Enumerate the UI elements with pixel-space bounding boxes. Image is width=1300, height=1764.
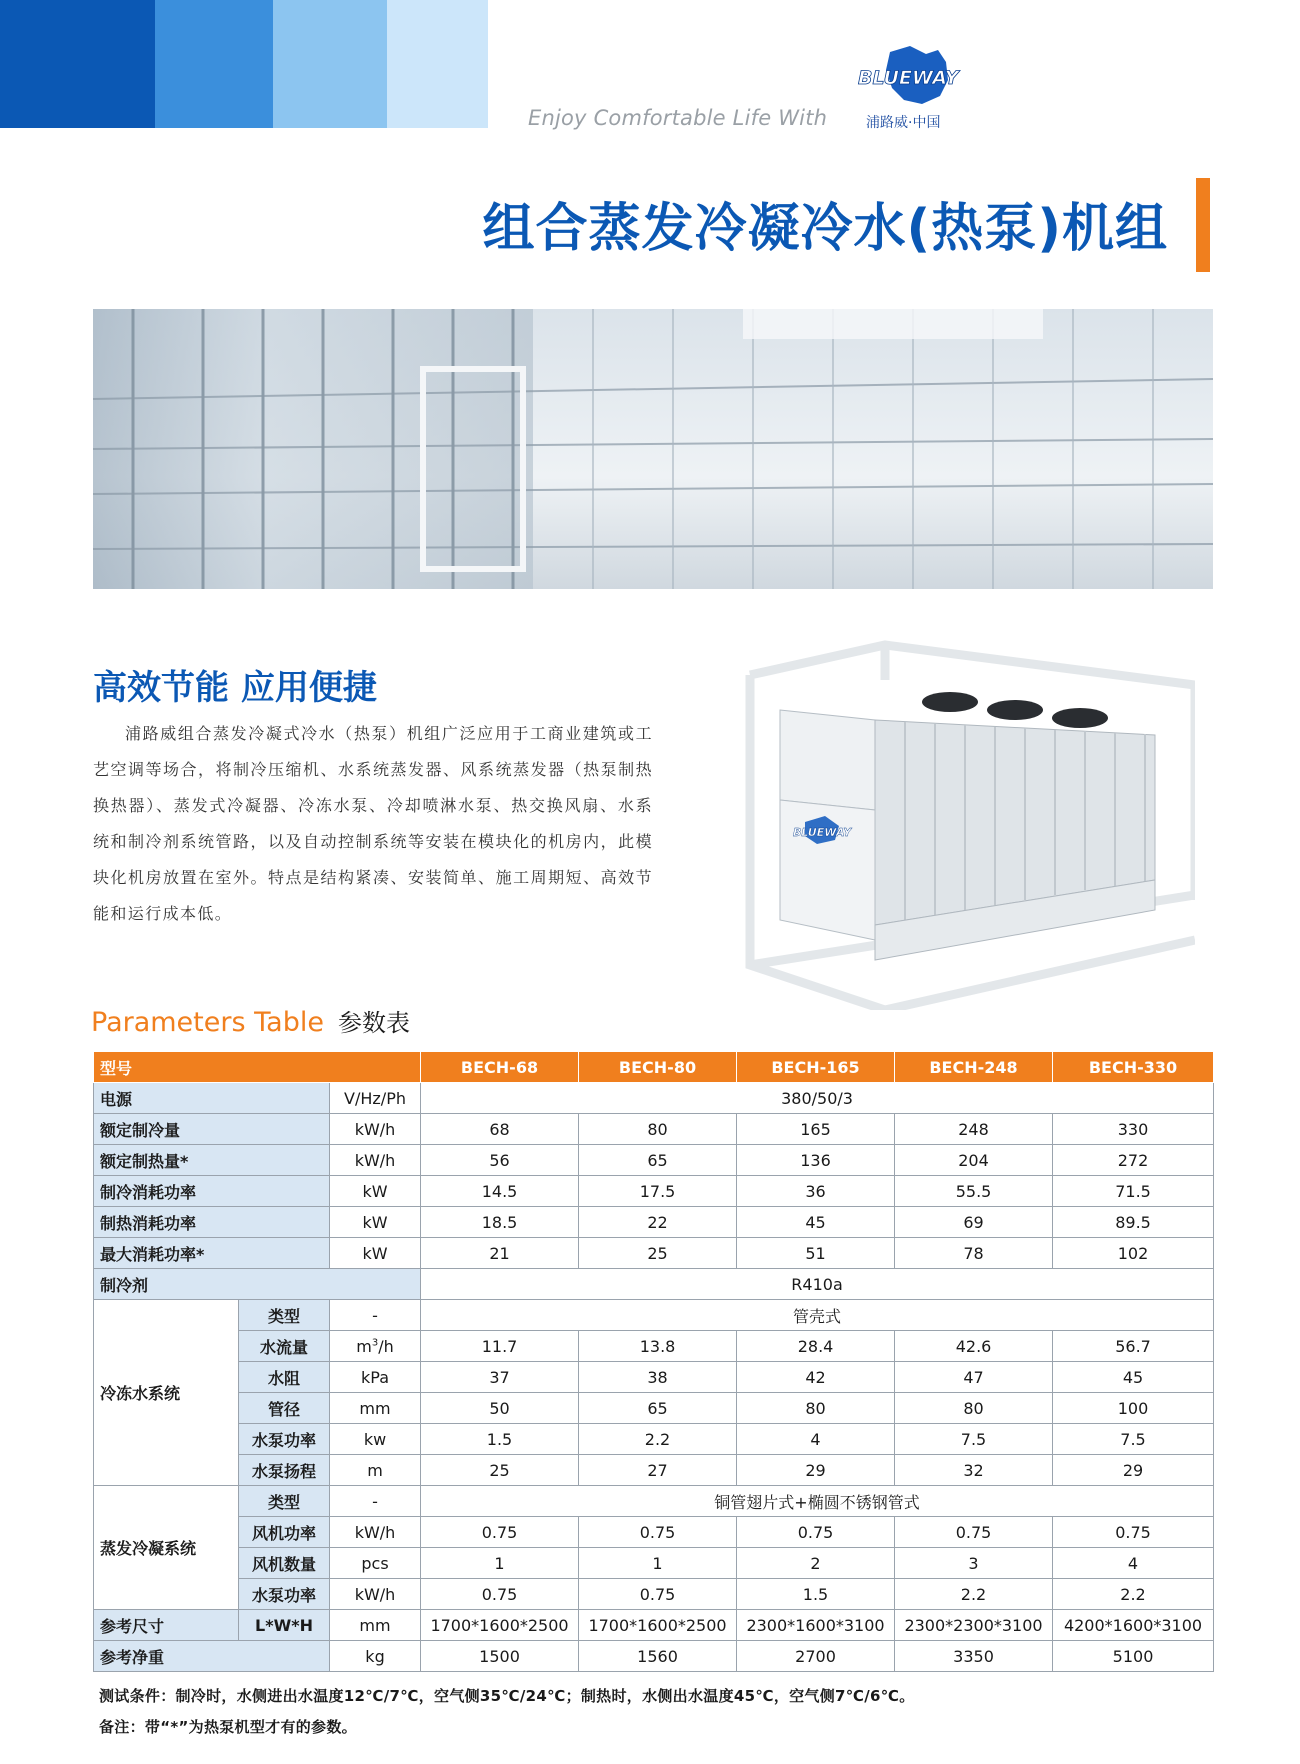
- intro-paragraph: 浦路威组合蒸发冷凝式冷水（热泵）机组广泛应用于工商业建筑或工艺空调等场合，将制冷压缩机、水系统蒸发器、风系统蒸发器（热泵制热换热器）、蒸发式冷凝器、冷冻水泵、冷却喷淋水泵、热交换风扇、水系统和制冷剂系统管路，以及自动控制系统等安装在模块化的机房内，此模块化机房放置在室外。特点是结构紧凑、安装简单、施工周期短、高效节能和运行成本低。: [93, 724, 653, 923]
- cell-value: 56: [421, 1145, 579, 1176]
- cell-value: 78: [895, 1238, 1053, 1269]
- table-row: [94, 1610, 1214, 1641]
- cell-value: 7.5: [1053, 1424, 1214, 1455]
- cell-value: 25: [421, 1455, 579, 1486]
- cell-value: 80: [737, 1393, 895, 1424]
- cell-value: 2.2: [895, 1579, 1053, 1610]
- sub-label: 水泵功率: [239, 1424, 330, 1455]
- cell-value: 248: [895, 1114, 1053, 1145]
- cell-value: 1700*1600*2500: [421, 1610, 579, 1641]
- table-row: [94, 1641, 1214, 1672]
- params-title-en: Parameters Table: [91, 1007, 324, 1038]
- cell-value: 0.75: [421, 1517, 579, 1548]
- cell-value: 1.5: [737, 1579, 895, 1610]
- header-stripe-3: [273, 0, 387, 128]
- table-row: [94, 1455, 1214, 1486]
- row-unit: m: [330, 1455, 421, 1486]
- cell-value: 80: [579, 1114, 737, 1145]
- parameters-table: [93, 1051, 1214, 1672]
- cell-value: 0.75: [895, 1517, 1053, 1548]
- table-row: [94, 1207, 1214, 1238]
- cell-value: 27: [579, 1455, 737, 1486]
- table-row: [94, 1083, 1214, 1114]
- params-heading: [91, 1003, 410, 1038]
- cell-value: 56.7: [1053, 1331, 1214, 1362]
- sub-label: 类型: [239, 1486, 330, 1517]
- table-row: [94, 1145, 1214, 1176]
- product-logo-text: BLUEWAY: [793, 826, 852, 839]
- table-row: [94, 1331, 1214, 1362]
- cell-value: 17.5: [579, 1176, 737, 1207]
- sub-label: 水泵扬程: [239, 1455, 330, 1486]
- row-label: 最大消耗功率*: [94, 1238, 330, 1269]
- section-subtitle: 高效节能 应用便捷: [93, 668, 377, 708]
- cell-value: 2: [737, 1548, 895, 1579]
- cell-value: 4200*1600*3100: [1053, 1610, 1214, 1641]
- cell-value: 29: [1053, 1455, 1214, 1486]
- chiller-unit-photo: [735, 640, 1195, 1010]
- cell-value: 37: [421, 1362, 579, 1393]
- cell-value: 1560: [579, 1641, 737, 1672]
- cell-value: 42: [737, 1362, 895, 1393]
- cell-value: 1700*1600*2500: [579, 1610, 737, 1641]
- cell-value: 47: [895, 1362, 1053, 1393]
- remark-note: 备注：带“*”为热泵机型才有的参数。: [99, 1718, 357, 1736]
- model-header: BECH-165: [737, 1052, 895, 1083]
- cell-value: 51: [737, 1238, 895, 1269]
- cell-value: 4: [737, 1424, 895, 1455]
- cell-value: 68: [421, 1114, 579, 1145]
- params-title-cn: 参数表: [337, 1009, 410, 1037]
- cell-value: 330: [1053, 1114, 1214, 1145]
- table-row: [94, 1517, 1214, 1548]
- sub-label: 水流量: [239, 1331, 330, 1362]
- cell-value: 1.5: [421, 1424, 579, 1455]
- row-unit: kg: [330, 1641, 421, 1672]
- cell-value: 2300*2300*3100: [895, 1610, 1053, 1641]
- cell-value: 3: [895, 1548, 1053, 1579]
- cell-value: 13.8: [579, 1331, 737, 1362]
- table-row: [94, 1362, 1214, 1393]
- row-value: 管壳式: [421, 1300, 1214, 1331]
- cell-value: 29: [737, 1455, 895, 1486]
- cell-value: 65: [579, 1393, 737, 1424]
- table-row: [94, 1269, 1214, 1300]
- cell-value: 3350: [895, 1641, 1053, 1672]
- header-stripe-4: [387, 0, 488, 128]
- row-label: 额定制冷量: [94, 1114, 330, 1145]
- cell-value: 89.5: [1053, 1207, 1214, 1238]
- cell-value: 50: [421, 1393, 579, 1424]
- row-label: 制冷消耗功率: [94, 1176, 330, 1207]
- sub-label: 风机功率: [239, 1517, 330, 1548]
- cell-value: 0.75: [579, 1579, 737, 1610]
- row-label: 额定制热量*: [94, 1145, 330, 1176]
- cell-value: 65: [579, 1145, 737, 1176]
- cell-value: 2.2: [579, 1424, 737, 1455]
- row-unit: pcs: [330, 1548, 421, 1579]
- row-unit: kW/h: [330, 1517, 421, 1548]
- cell-value: 4: [1053, 1548, 1214, 1579]
- row-label: 制冷剂: [94, 1269, 421, 1300]
- tagline: Enjoy Comfortable Life With: [528, 106, 828, 130]
- sub-label: 类型: [239, 1300, 330, 1331]
- sub-label: L*W*H: [239, 1610, 330, 1641]
- cell-value: 38: [579, 1362, 737, 1393]
- table-row: [94, 1424, 1214, 1455]
- title-accent-bar: [1196, 178, 1210, 272]
- cell-value: 1: [579, 1548, 737, 1579]
- group-label: 蒸发冷凝系统: [94, 1486, 239, 1610]
- page-title: 组合蒸发冷凝冷水(热泵)机组: [482, 199, 1168, 259]
- unit-tail: /h: [378, 1336, 394, 1356]
- cell-value: 69: [895, 1207, 1053, 1238]
- unit-base: m: [356, 1336, 372, 1356]
- row-label: 参考尺寸: [94, 1610, 239, 1641]
- cell-value: 0.75: [421, 1579, 579, 1610]
- header-stripe-1: [0, 0, 155, 128]
- table-row: [94, 1114, 1214, 1145]
- row-unit: V/Hz/Ph: [330, 1083, 421, 1114]
- cell-value: 2700: [737, 1641, 895, 1672]
- cell-value: 36: [737, 1176, 895, 1207]
- row-label: 电源: [94, 1083, 330, 1114]
- cell-value: 45: [737, 1207, 895, 1238]
- cell-value: 11.7: [421, 1331, 579, 1362]
- row-unit: kW/h: [330, 1579, 421, 1610]
- table-row: [94, 1393, 1214, 1424]
- row-value: R410a: [421, 1269, 1214, 1300]
- cell-value: 0.75: [1053, 1517, 1214, 1548]
- table-row: [94, 1238, 1214, 1269]
- row-unit: mm: [330, 1393, 421, 1424]
- row-label: 制热消耗功率: [94, 1207, 330, 1238]
- cell-value: 1500: [421, 1641, 579, 1672]
- cell-value: 45: [1053, 1362, 1214, 1393]
- table-row: [94, 1548, 1214, 1579]
- cell-value: 5100: [1053, 1641, 1214, 1672]
- cell-value: 7.5: [895, 1424, 1053, 1455]
- row-unit: -: [330, 1300, 421, 1331]
- sub-label: 水泵功率: [239, 1579, 330, 1610]
- cell-value: 80: [895, 1393, 1053, 1424]
- cell-value: 55.5: [895, 1176, 1053, 1207]
- row-value: 380/50/3: [421, 1083, 1214, 1114]
- row-unit: -: [330, 1486, 421, 1517]
- table-row: [94, 1579, 1214, 1610]
- row-unit: mm: [330, 1610, 421, 1641]
- header-stripe-2: [155, 0, 273, 128]
- sub-label: 管径: [239, 1393, 330, 1424]
- row-unit: kw: [330, 1424, 421, 1455]
- row-unit: kPa: [330, 1362, 421, 1393]
- cell-value: 22: [579, 1207, 737, 1238]
- row-unit: [330, 1331, 421, 1362]
- table-row: [94, 1486, 1214, 1517]
- logo-cn-text: 浦路威·中国: [866, 115, 941, 131]
- hero-building-photo: [93, 309, 1213, 589]
- table-row: [94, 1176, 1214, 1207]
- table-header-row: [94, 1052, 1214, 1083]
- cell-value: 25: [579, 1238, 737, 1269]
- cell-value: 204: [895, 1145, 1053, 1176]
- cell-value: 2300*1600*3100: [737, 1610, 895, 1641]
- model-header: BECH-80: [579, 1052, 737, 1083]
- cell-value: 0.75: [737, 1517, 895, 1548]
- logo-wordmark: BLUEWAY: [858, 67, 959, 89]
- row-unit: kW/h: [330, 1114, 421, 1145]
- cell-value: 272: [1053, 1145, 1214, 1176]
- test-conditions-note: 测试条件：制冷时，水侧进出水温度12℃/7℃，空气侧35℃/24℃；制热时，水侧出水温度45℃，空气侧7℃/6℃。: [99, 1687, 915, 1705]
- header-model-label: 型号: [94, 1052, 421, 1083]
- cell-value: 28.4: [737, 1331, 895, 1362]
- cell-value: 32: [895, 1455, 1053, 1486]
- group-label: 冷冻水系统: [94, 1300, 239, 1486]
- cell-value: 71.5: [1053, 1176, 1214, 1207]
- row-unit: kW/h: [330, 1145, 421, 1176]
- row-unit: kW: [330, 1207, 421, 1238]
- cell-value: 1: [421, 1548, 579, 1579]
- table-row: [94, 1300, 1214, 1331]
- cell-value: 2.2: [1053, 1579, 1214, 1610]
- cell-value: 42.6: [895, 1331, 1053, 1362]
- sub-label: 风机数量: [239, 1548, 330, 1579]
- cell-value: 100: [1053, 1393, 1214, 1424]
- cell-value: 0.75: [579, 1517, 737, 1548]
- row-label: 参考净重: [94, 1641, 330, 1672]
- cell-value: 165: [737, 1114, 895, 1145]
- sub-label: 水阻: [239, 1362, 330, 1393]
- model-header: BECH-68: [421, 1052, 579, 1083]
- model-header: BECH-248: [895, 1052, 1053, 1083]
- row-value: 铜管翅片式+椭圆不锈钢管式: [421, 1486, 1214, 1517]
- cell-value: 102: [1053, 1238, 1214, 1269]
- cell-value: 21: [421, 1238, 579, 1269]
- model-header: BECH-330: [1053, 1052, 1214, 1083]
- cell-value: 136: [737, 1145, 895, 1176]
- row-unit: kW: [330, 1176, 421, 1207]
- row-unit: kW: [330, 1238, 421, 1269]
- cell-value: 14.5: [421, 1176, 579, 1207]
- unit-sup: 3: [371, 1337, 379, 1349]
- cell-value: 18.5: [421, 1207, 579, 1238]
